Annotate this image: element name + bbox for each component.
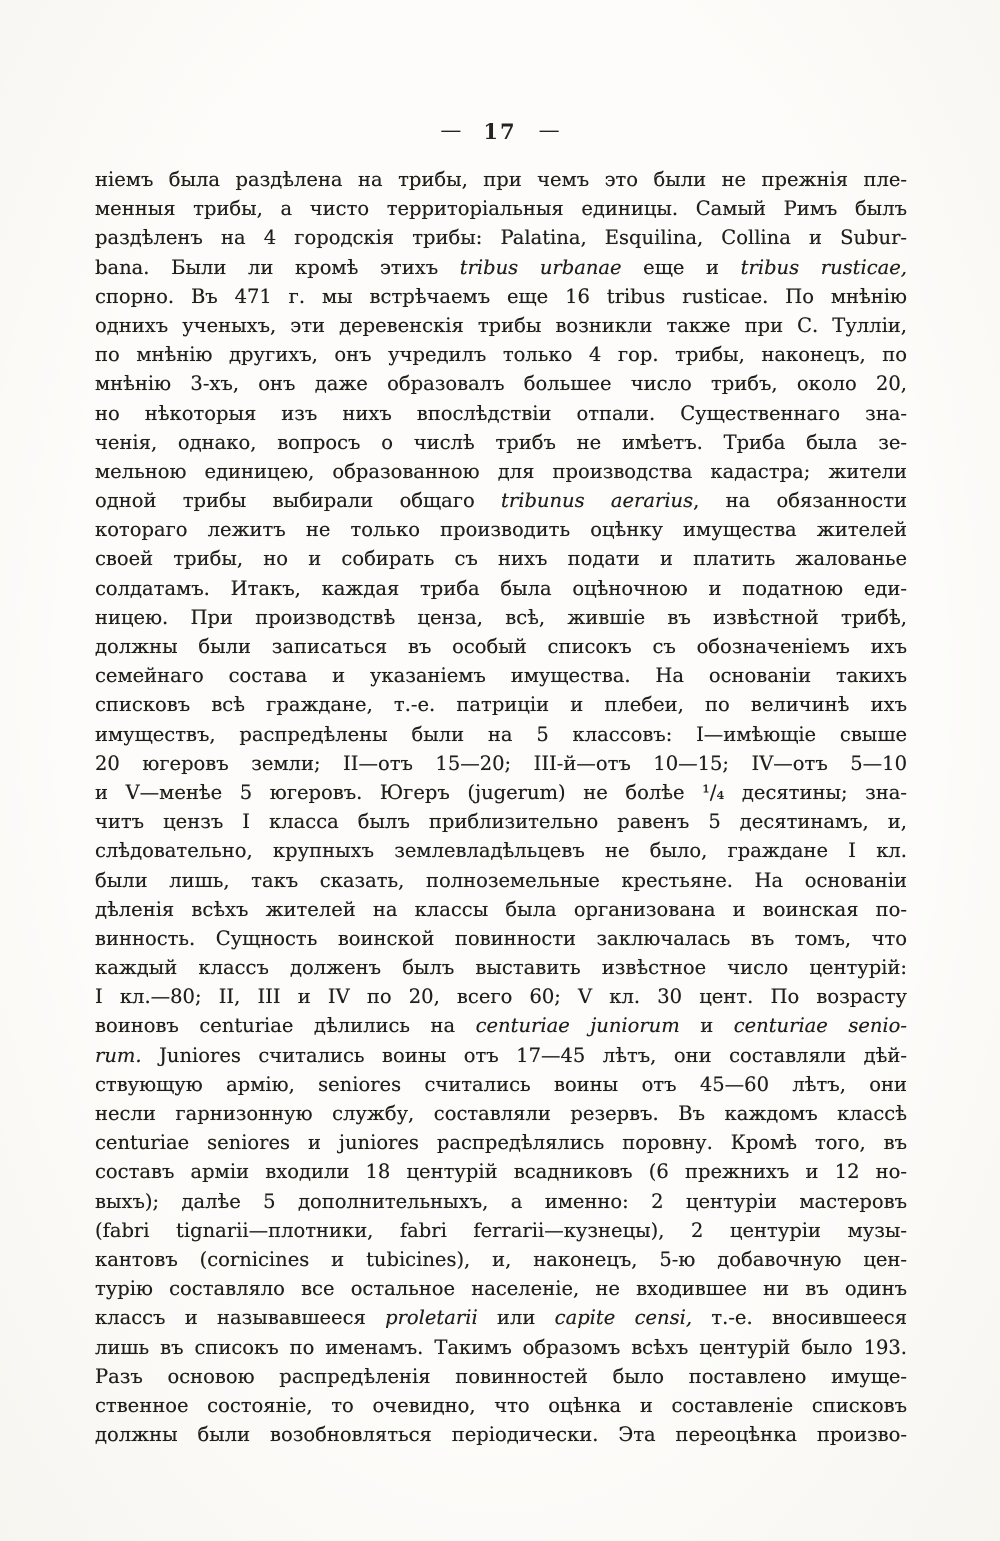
text-line	[95, 1362, 907, 1391]
text-segment: еще и	[621, 255, 741, 279]
text-line	[95, 1245, 907, 1274]
italic-text: tribunus aerarius	[501, 489, 694, 513]
italic-text: capite censi,	[554, 1306, 693, 1330]
text-line	[95, 661, 907, 690]
text-line	[95, 165, 907, 194]
text-line	[95, 836, 907, 865]
text-segment: (fabri tignarii—плотники, fabri ferrarii—кузнецы), 2 центуріи музы-	[95, 1218, 907, 1242]
text-segment: воиновъ centuriae дѣлились на	[95, 1014, 476, 1038]
text-segment: турію составляло все остальное населеніе, не входившее ни въ одинъ	[95, 1277, 907, 1301]
text-segment: читъ цензъ I класса былъ приблизительно равенъ 5 десятинамъ, и,	[95, 810, 907, 834]
italic-text: tribus rusticae,	[740, 255, 907, 279]
text-line	[95, 1041, 907, 1070]
text-segment: т.-е. вносившееся	[692, 1306, 907, 1330]
text-segment: слѣдовательно, крупныхъ землевладѣльцевъ не было, граждане I кл.	[95, 839, 907, 863]
text-line	[95, 340, 907, 369]
text-line	[95, 253, 907, 282]
text-segment: и	[679, 1014, 734, 1038]
text-segment: котораго лежитъ не только производить оцѣнку имущества жителей	[95, 518, 907, 542]
text-line	[95, 1216, 907, 1245]
text-segment: I кл.—80; II, III и IV по 20, всего 60; V кл. 30 цент. По возрасту	[95, 985, 907, 1009]
header-dash-right: —	[538, 118, 560, 142]
text-line	[95, 486, 907, 515]
text-segment: выхъ); далѣе 5 дополнительныхъ, а именно: 2 центуріи мастеровъ	[95, 1189, 907, 1213]
text-line	[95, 778, 907, 807]
text-line	[95, 632, 907, 661]
text-segment: каждый классъ долженъ былъ выставить извѣстное число центурій:	[95, 956, 907, 980]
text-line	[95, 1099, 907, 1128]
text-line	[95, 690, 907, 719]
text-segment: лишь въ списокъ по именамъ. Такимъ образомъ всѣхъ центурій было 193.	[95, 1335, 907, 1359]
text-segment: списковъ всѣ граждане, т.-е. патриціи и плебеи, по величинѣ ихъ	[95, 693, 907, 717]
text-segment: , на обязанности	[693, 489, 907, 513]
text-segment: ствующую армію, seniores считались воины отъ 45—60 лѣтъ, они	[95, 1072, 907, 1096]
text-segment: centuriae seniores и juniores распредѣлялись поровну. Кромѣ того, въ	[95, 1131, 907, 1155]
text-line	[95, 807, 907, 836]
text-line	[95, 749, 907, 778]
text-segment: спорно. Въ 471 г. мы встрѣчаемъ еще 16 tribus rusticae. По мнѣнію	[95, 284, 907, 308]
text-segment: классъ и называвшееся	[95, 1306, 386, 1330]
text-segment: имуществъ, распредѣлены были на 5 классовъ: I—имѣющіе свыше	[95, 722, 907, 746]
text-segment: и V—менѣе 5 югеровъ. Югеръ (jugerum) не болѣе ¹/₄ десятины; зна-	[95, 780, 907, 804]
text-line	[95, 1274, 907, 1303]
italic-text: tribus urbanae	[459, 255, 622, 279]
text-line	[95, 1391, 907, 1420]
text-segment: ницею. При производствѣ ценза, всѣ, жившіе въ извѣстной трибѣ,	[95, 605, 907, 629]
italic-text: centuriae senio-	[733, 1014, 907, 1038]
header-dash-left: —	[440, 118, 462, 142]
text-segment: ніемъ была раздѣлена на трибы, при чемъ это были не прежнія пле-	[95, 168, 907, 191]
text-line	[95, 1011, 907, 1040]
text-line	[95, 311, 907, 340]
text-line	[95, 428, 907, 457]
text-line	[95, 544, 907, 573]
text-line	[95, 369, 907, 398]
text-segment: дѣленія всѣхъ жителей на классы была организована и воинская по-	[95, 897, 907, 921]
italic-text: proletarii	[385, 1306, 478, 1330]
text-segment: Разъ основою распредѣленія повинностей было поставлено имуще-	[95, 1364, 907, 1388]
text-line	[95, 603, 907, 632]
text-line	[95, 515, 907, 544]
text-line	[95, 194, 907, 223]
text-segment: мнѣнію 3-хъ, онъ даже образовалъ большее число трибъ, около 20,	[95, 372, 907, 396]
text-line	[95, 1303, 907, 1332]
text-line	[95, 574, 907, 603]
text-line	[95, 1187, 907, 1216]
text-line	[95, 1333, 907, 1362]
text-segment: 20 югеровъ земли; II—отъ 15—20; III-й—отъ 10—15; IV—отъ 5—10	[95, 751, 907, 775]
text-segment: раздѣленъ на 4 городскія трибы: Palatina, Esquilina, Collina и Subur-	[95, 226, 907, 250]
text-segment: своей трибы, но и собирать съ нихъ подати и платить жалованье	[95, 547, 907, 571]
page-number: 17	[483, 119, 517, 144]
text-line	[95, 282, 907, 311]
text-segment: должны были записаться въ особый списокъ съ обозначеніемъ ихъ	[95, 635, 907, 658]
text-line	[95, 924, 907, 953]
text-segment: ственное состояніе, то очевидно, что оцѣнка и составленіе списковъ	[95, 1393, 907, 1417]
text-segment: Juniores считались воины отъ 17—45 лѣтъ, они составляли дѣй-	[141, 1043, 907, 1067]
text-segment: винность. Сущность воинской повинности заключалась въ томъ, что	[95, 926, 907, 950]
text-segment: солдатамъ. Итакъ, каждая триба была оцѣночною и податною еди-	[95, 576, 907, 600]
text-segment: мельною единицею, образованною для производства кадастра; жители	[95, 459, 907, 483]
text-line	[95, 953, 907, 982]
text-line	[95, 399, 907, 428]
text-segment: одной трибы выбирали общаго	[95, 489, 502, 513]
text-segment: но нѣкоторыя изъ нихъ впослѣдствіи отпали. Существеннаго зна-	[95, 401, 907, 425]
text-line	[95, 1128, 907, 1157]
text-segment: кантовъ (cornicines и tubicines), и, наконецъ, 5-ю добавочную цен-	[95, 1247, 907, 1271]
page-text	[95, 165, 907, 1449]
text-segment: ченія, однако, вопросъ о числѣ трибъ не имѣетъ. Триба была зе-	[95, 430, 907, 454]
page-header	[0, 119, 1000, 144]
text-segment: составъ арміи входили 18 центурій всадниковъ (6 прежнихъ и 12 но-	[95, 1160, 907, 1184]
text-segment: несли гарнизонную службу, составляли резервъ. Въ каждомъ классѣ	[95, 1102, 907, 1125]
text-segment: однихъ ученыхъ, эти деревенскія трибы возникли также при С. Тулліи,	[95, 313, 907, 337]
text-segment: или	[477, 1306, 555, 1330]
italic-text: rum.	[95, 1043, 142, 1067]
text-line	[95, 895, 907, 924]
text-segment: bana. Были ли кромѣ этихъ	[95, 255, 460, 279]
italic-text: centuriae juniorum	[475, 1014, 680, 1038]
text-line	[95, 866, 907, 895]
text-segment: должны были возобновляться періодически. Эта переоцѣнка произво-	[95, 1423, 907, 1447]
text-line	[95, 457, 907, 486]
text-line	[95, 1420, 907, 1449]
text-line	[95, 1157, 907, 1186]
text-line	[95, 720, 907, 749]
text-segment: по мнѣнію другихъ, онъ учредилъ только 4 гор. трибы, наконецъ, по	[95, 343, 907, 367]
text-line	[95, 1070, 907, 1099]
text-line	[95, 982, 907, 1011]
text-segment: семейнаго состава и указаніемъ имущества. На основаніи такихъ	[95, 664, 907, 688]
text-segment: менныя трибы, а чисто территоріальныя единицы. Самый Римъ былъ	[95, 197, 907, 221]
text-segment: были лишь, такъ сказать, полноземельные крестьяне. На основаніи	[95, 868, 907, 892]
text-line	[95, 223, 907, 252]
